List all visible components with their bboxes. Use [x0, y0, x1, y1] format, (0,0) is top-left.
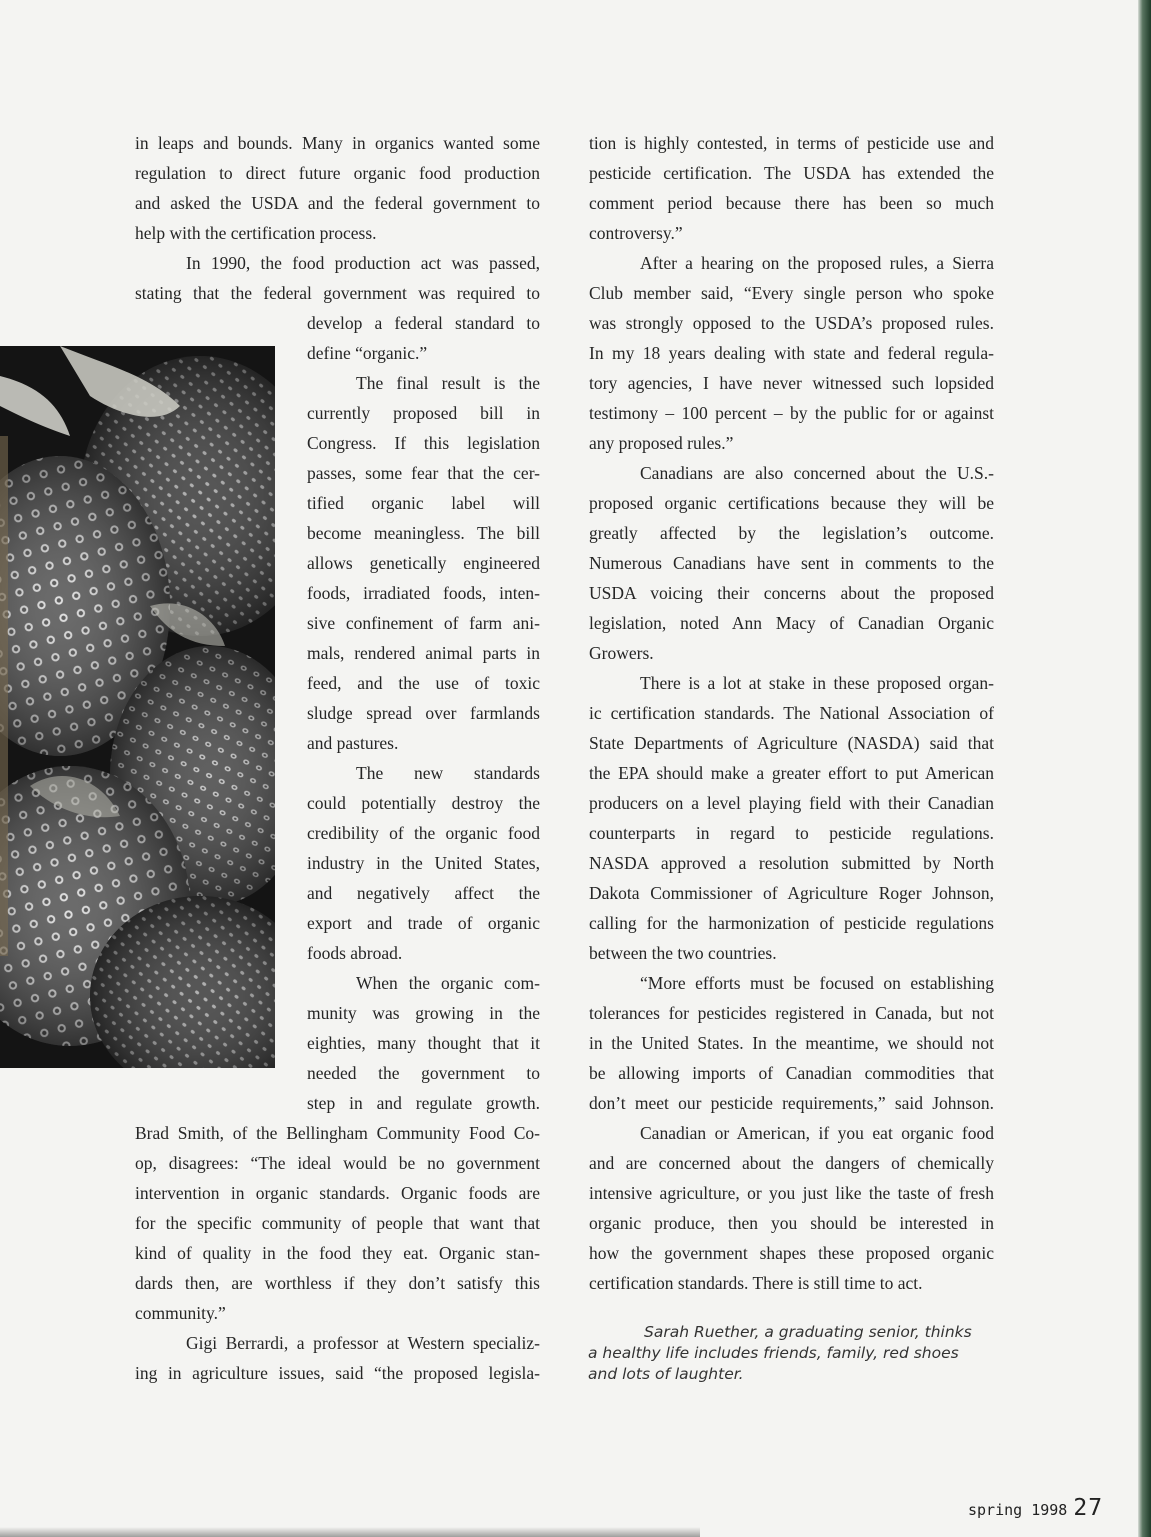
text-line: greatly affected by the legislation’s outcome. — [589, 523, 994, 543]
text-line: step in and regulate growth. — [307, 1093, 540, 1113]
text-line: The new standards — [356, 763, 540, 783]
text-line: tion is highly contested, in terms of pesticide use and — [589, 133, 994, 153]
text-line: export and trade of organic — [307, 913, 540, 933]
text-line: USDA voicing their concerns about the proposed — [589, 583, 994, 603]
text-line: and are concerned about the dangers of chemically — [589, 1153, 994, 1173]
text-line: tory agencies, I have never witnessed such lopsided — [589, 373, 994, 393]
text-line: Club member said, “Every single person who spoke — [589, 283, 994, 303]
text-line: “More efforts must be focused on establishing — [640, 973, 994, 993]
text-line: allows genetically engineered — [307, 553, 540, 573]
page-number: 27 — [1073, 1495, 1104, 1521]
text-line: tolerances for pesticides registered in Canada, but not — [589, 1003, 994, 1023]
text-line: for the specific community of people that want that — [135, 1213, 540, 1233]
text-line: foods abroad. — [307, 943, 403, 963]
text-line: industry in the United States, — [307, 853, 540, 873]
text-line: needed the government to — [307, 1063, 540, 1083]
issue-date: spring 1998 — [968, 1501, 1068, 1519]
author-note-line: and lots of laughter. — [588, 1365, 744, 1383]
text-line: controversy.” — [589, 223, 683, 243]
text-line: kind of quality in the food they eat. Organic stan- — [135, 1243, 540, 1263]
text-line: intervention in organic standards. Organic foods are — [135, 1183, 540, 1203]
text-line: in leaps and bounds. Many in organics wanted some — [135, 133, 540, 153]
text-line: and asked the USDA and the federal government to — [135, 193, 540, 213]
text-line: counterparts in regard to pesticide regulations. — [589, 823, 994, 843]
text-line: certification standards. There is still time to act. — [589, 1273, 923, 1293]
text-line: organic produce, then you should be interested in — [589, 1213, 994, 1233]
text-line: State Departments of Agriculture (NASDA) said that — [589, 733, 994, 753]
text-line: define “organic.” — [307, 343, 428, 363]
text-line: intensive agriculture, or you just like the taste of fresh — [589, 1183, 994, 1203]
text-line: was strongly opposed to the USDA’s proposed rules. — [589, 313, 994, 333]
page-folio — [968, 1495, 1103, 1521]
text-line: Congress. If this legislation — [307, 433, 540, 453]
text-line: sive confinement of farm ani- — [307, 613, 540, 633]
text-line: tified organic label will — [307, 493, 540, 513]
text-line: become meaningless. The bill — [307, 523, 540, 543]
text-line: Canadian or American, if you eat organic food — [640, 1123, 994, 1143]
author-note-line: Sarah Ruether, a graduating senior, thinks — [644, 1323, 972, 1341]
text-line: passes, some fear that the cer- — [307, 463, 540, 483]
text-line: community.” — [135, 1303, 226, 1323]
text-line: producers on a level playing field with their Canadian — [589, 793, 994, 813]
text-line: currently proposed bill in — [307, 403, 540, 423]
text-line: pesticide certification. The USDA has extended the — [589, 163, 994, 183]
text-line: Growers. — [589, 643, 654, 663]
strawberries-photo — [0, 346, 275, 1068]
text-line: sludge spread over farmlands — [307, 703, 540, 723]
author-note-line: a healthy life includes friends, family, red shoes — [588, 1344, 959, 1362]
text-line: Canadians are also concerned about the U.S.- — [640, 463, 994, 483]
text-line: testimony – 100 percent – by the public for or against — [589, 403, 994, 423]
text-line: and pastures. — [307, 733, 399, 753]
text-line: ing in agriculture issues, said “the proposed legisla- — [135, 1363, 540, 1383]
text-line: eighties, many thought that it — [307, 1033, 540, 1053]
text-line: be allowing imports of Canadian commodities that — [589, 1063, 994, 1083]
text-line: mals, rendered animal parts in — [307, 643, 540, 663]
text-line: in the United States. In the meantime, we should not — [589, 1033, 994, 1053]
text-line: any proposed rules.” — [589, 433, 734, 453]
text-line: In my 18 years dealing with state and federal regula- — [589, 343, 994, 363]
text-line: regulation to direct future organic food production — [135, 163, 540, 183]
author-note — [588, 1322, 972, 1385]
text-line: the EPA should make a greater effort to put American — [589, 763, 994, 783]
text-line: and negatively affect the — [307, 883, 540, 903]
text-line: how the government shapes these proposed organic — [589, 1243, 994, 1263]
text-line: op, disagrees: “The ideal would be no government — [135, 1153, 540, 1173]
text-line: don’t meet our pesticide requirements,” said Johnson. — [589, 1093, 994, 1113]
text-line: could potentially destroy the — [307, 793, 540, 813]
text-line: calling for the harmonization of pesticide regulations — [589, 913, 994, 933]
text-line: stating that the federal government was required to — [135, 283, 540, 303]
text-line: comment period because there has been so much — [589, 193, 994, 213]
text-line: NASDA approved a resolution submitted by North — [589, 853, 994, 873]
text-line: dards then, are worthless if they don’t satisfy this — [135, 1273, 540, 1293]
text-line: credibility of the organic food — [307, 823, 540, 843]
text-line: develop a federal standard to — [307, 313, 540, 333]
scan-shadow — [0, 1527, 700, 1537]
text-line: ic certification standards. The National Association of — [589, 703, 994, 723]
text-line: help with the certification process. — [135, 223, 377, 243]
strawberries-photo-icon — [0, 346, 275, 1068]
text-line: munity was growing in the — [307, 1003, 540, 1023]
text-line: When the organic com- — [356, 973, 540, 993]
text-line: feed, and the use of toxic — [307, 673, 540, 693]
text-line: The final result is the — [356, 373, 540, 393]
text-line: In 1990, the food production act was passed, — [186, 253, 540, 273]
text-line: between the two countries. — [589, 943, 777, 963]
text-line: Numerous Canadians have sent in comments to the — [589, 553, 994, 573]
text-line: There is a lot at stake in these proposed organ- — [640, 673, 994, 693]
text-line: proposed organic certifications because they will be — [589, 493, 994, 513]
text-line: Brad Smith, of the Bellingham Community Food Co- — [135, 1123, 540, 1143]
text-line: Gigi Berrardi, a professor at Western specializ- — [186, 1333, 540, 1353]
page-binding-edge — [1138, 0, 1151, 1537]
text-line: legislation, noted Ann Macy of Canadian Organic — [589, 613, 994, 633]
text-line: After a hearing on the proposed rules, a Sierra — [640, 253, 994, 273]
text-line: foods, irradiated foods, inten- — [307, 583, 540, 603]
text-line: Dakota Commissioner of Agriculture Roger Johnson, — [589, 883, 994, 903]
